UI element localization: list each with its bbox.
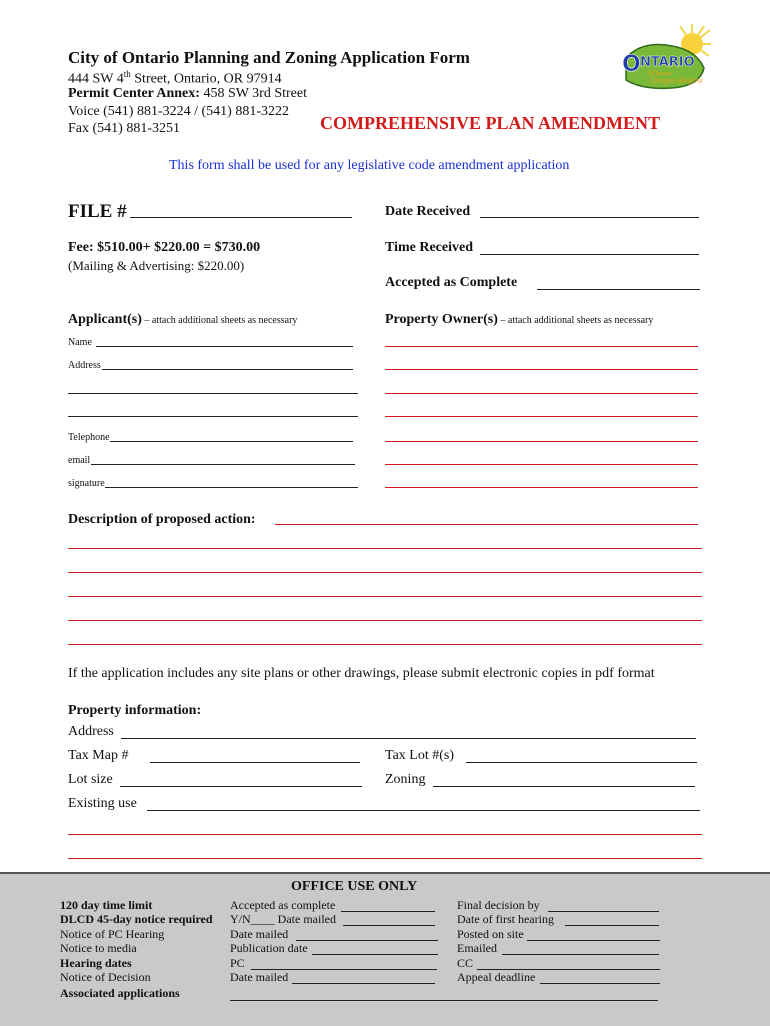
office-final-decision-field[interactable] xyxy=(548,911,659,912)
date-received-label: Date Received xyxy=(385,204,471,219)
applicant-address-line-3[interactable] xyxy=(68,416,358,417)
form-type-heading: COMPREHENSIVE PLAN AMENDMENT xyxy=(320,113,661,133)
owner-line-2[interactable] xyxy=(385,369,698,370)
office-item-120-day: 120 day time limit xyxy=(60,898,153,912)
office-item-dlcd: DLCD 45-day notice required xyxy=(60,912,213,926)
pdf-note: If the application includes any site plans or other drawings, please submit electronic copies in pdf format xyxy=(68,666,655,681)
office-associated-field[interactable] xyxy=(230,1000,658,1001)
office-use-title: OFFICE USE ONLY xyxy=(291,879,418,894)
intro-text: This form shall be used for any legislative code amendment application xyxy=(169,158,570,173)
office-pc-label: PC xyxy=(230,956,245,970)
description-line-4[interactable] xyxy=(68,596,702,597)
description-label: Description of proposed action: xyxy=(68,512,256,527)
owner-line-5[interactable] xyxy=(385,441,698,442)
office-cc-label: CC xyxy=(457,956,474,970)
applicant-name-field[interactable] xyxy=(96,346,353,347)
applicant-heading: Applicant(s) – attach additional sheets as necessary xyxy=(68,312,298,327)
description-line-3[interactable] xyxy=(68,572,702,573)
property-heading: Property information: xyxy=(68,703,202,718)
office-appeal-field[interactable] xyxy=(540,983,660,984)
owner-line-7[interactable] xyxy=(385,487,698,488)
office-date-mailed2-label: Date mailed xyxy=(230,970,289,984)
office-item-notice-pc: Notice of PC Hearing xyxy=(60,927,165,941)
file-number-label: FILE # xyxy=(68,201,127,222)
property-address-field[interactable] xyxy=(121,738,696,739)
office-yn-field[interactable] xyxy=(343,925,435,926)
fee-text: Fee: $510.00+ $220.00 = $730.00 xyxy=(68,240,261,255)
existing-use-line-2[interactable] xyxy=(68,834,702,835)
office-date-mailed2-field[interactable] xyxy=(292,983,435,984)
existing-use-field[interactable] xyxy=(147,810,700,811)
lot-size-label: Lot size xyxy=(68,772,113,787)
applicant-name-label: Name xyxy=(68,337,92,348)
description-field[interactable] xyxy=(275,524,698,525)
fee-note: (Mailing & Advertising: $220.00) xyxy=(68,258,245,273)
owner-line-4[interactable] xyxy=(385,416,698,417)
description-line-6[interactable] xyxy=(68,644,702,645)
accepted-complete-label: Accepted as Complete xyxy=(385,275,518,290)
fax-number: Fax (541) 881-3251 xyxy=(68,121,180,136)
existing-use-line-3[interactable] xyxy=(68,858,702,859)
voice-phone: Voice (541) 881-3224 / (541) 881-3222 xyxy=(68,104,289,119)
city-logo xyxy=(612,24,712,96)
office-item-notice-media: Notice to media xyxy=(60,941,137,955)
description-line-2[interactable] xyxy=(68,548,702,549)
owner-line-3[interactable] xyxy=(385,393,698,394)
applicant-telephone-field[interactable] xyxy=(110,441,353,442)
owner-line-1[interactable] xyxy=(385,346,698,347)
office-date-mailed-field[interactable] xyxy=(296,940,438,941)
tax-map-label: Tax Map # xyxy=(68,748,129,763)
accepted-complete-field[interactable] xyxy=(537,289,700,290)
property-address-label: Address xyxy=(68,724,114,739)
office-first-hearing-field[interactable] xyxy=(565,925,659,926)
office-publication-field[interactable] xyxy=(312,954,438,955)
office-item-hearing-dates: Hearing dates xyxy=(60,956,132,970)
applicant-address-field[interactable] xyxy=(102,369,353,370)
applicant-signature-label: signature xyxy=(68,478,105,489)
applicant-signature-field[interactable] xyxy=(105,487,358,488)
tax-lot-field[interactable] xyxy=(466,762,697,763)
office-yn-label: Y/N____ Date mailed xyxy=(230,912,336,926)
owner-line-6[interactable] xyxy=(385,464,698,465)
tax-lot-label: Tax Lot #(s) xyxy=(385,748,455,763)
description-line-5[interactable] xyxy=(68,620,702,621)
form-title: City of Ontario Planning and Zoning Application Form xyxy=(68,48,470,67)
office-accepted-label: Accepted as complete xyxy=(230,898,336,912)
office-emailed-label: Emailed xyxy=(457,941,497,955)
office-item-associated: Associated applications xyxy=(60,986,180,1000)
office-final-decision-label: Final decision by xyxy=(457,898,540,912)
date-received-field[interactable] xyxy=(480,217,699,218)
zoning-field[interactable] xyxy=(433,786,695,787)
office-date-mailed-label: Date mailed xyxy=(230,927,289,941)
office-accepted-field[interactable] xyxy=(341,911,435,912)
applicant-telephone-label: Telephone xyxy=(68,432,110,443)
office-first-hearing-label: Date of first hearing xyxy=(457,912,554,926)
tax-map-field[interactable] xyxy=(150,762,360,763)
svg-text:O: O xyxy=(622,52,641,77)
office-emailed-field[interactable] xyxy=(502,954,659,955)
applicant-email-field[interactable] xyxy=(91,464,355,465)
applicant-address-label: Address xyxy=(68,360,101,371)
office-item-notice-decision: Notice of Decision xyxy=(60,970,151,984)
office-address: 444 SW 4th Street, Ontario, OR 97914 xyxy=(68,69,282,87)
applicant-email-label: email xyxy=(68,455,91,466)
time-received-field[interactable] xyxy=(480,254,699,255)
office-posted-field[interactable] xyxy=(527,940,660,941)
owner-heading: Property Owner(s) – attach additional sheets as necessary xyxy=(385,312,654,327)
applicant-address-line-2[interactable] xyxy=(68,393,358,394)
svg-text:NTARIO: NTARIO xyxy=(640,55,695,70)
office-appeal-label: Appeal deadline xyxy=(457,970,536,984)
permit-center-annex: Permit Center Annex: 458 SW 3rd Street xyxy=(68,86,308,101)
svg-text:Oregon Begins: Oregon Begins xyxy=(650,77,703,85)
office-posted-label: Posted on site xyxy=(457,927,524,941)
svg-text:Where: Where xyxy=(648,70,672,78)
lot-size-field[interactable] xyxy=(120,786,362,787)
office-use-panel xyxy=(0,872,770,1026)
zoning-label: Zoning xyxy=(385,772,426,787)
time-received-label: Time Received xyxy=(385,240,473,255)
file-number-field[interactable] xyxy=(130,217,352,218)
existing-use-label: Existing use xyxy=(68,796,137,811)
office-publication-label: Publication date xyxy=(230,941,308,955)
